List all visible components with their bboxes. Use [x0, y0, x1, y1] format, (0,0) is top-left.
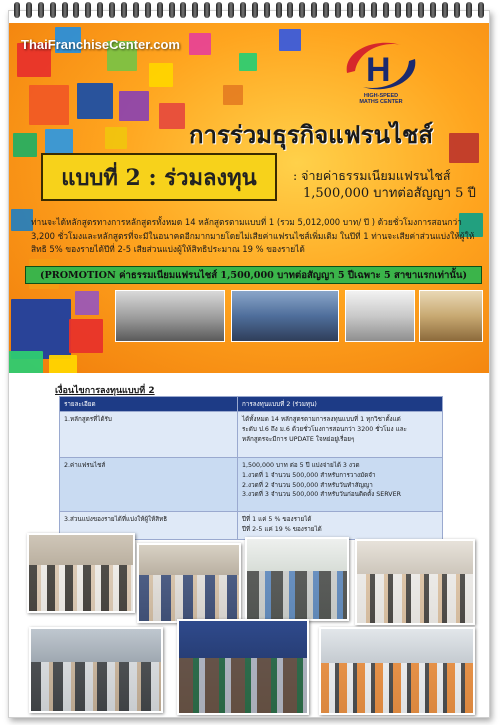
gallery-photo-students	[355, 539, 475, 625]
spiral-ring	[204, 2, 210, 18]
spiral-ring	[287, 2, 293, 18]
fee-line-2: 1,500,000 บาทต่อสัญญา 5 ปี	[303, 186, 476, 202]
conditions-heading: เงื่อนไขการลงทุนแบบที่ 2	[55, 386, 155, 396]
branch-photo-reception	[115, 290, 225, 342]
spiral-ring	[347, 2, 353, 18]
row-detail	[238, 458, 443, 512]
logo-mark-icon	[335, 37, 427, 95]
spiral-ring	[73, 2, 79, 18]
branch-photo-classroom	[419, 290, 483, 342]
spiral-ring	[406, 2, 412, 18]
logo-line-2: MATHS CENTER	[359, 99, 403, 106]
spiral-ring	[442, 2, 448, 18]
class-photo-gallery	[9, 529, 489, 718]
fee-line-1: : จ่ายค่าธรรมเนียมแฟรนไชส์	[293, 168, 451, 183]
spiral-ring	[395, 2, 401, 18]
spiral-ring	[454, 2, 460, 18]
spiral-ring	[85, 2, 91, 18]
spiral-ring	[466, 2, 472, 18]
spiral-ring	[145, 2, 151, 18]
spiral-ring	[228, 2, 234, 18]
watermark-text: ThaiFranchiseCenter.com	[21, 37, 180, 52]
gallery-photo-group	[27, 533, 135, 613]
spiral-ring	[109, 2, 115, 18]
page-title: การร่วมธุรกิจแฟรนไชส์	[189, 120, 433, 149]
spiral-ring	[252, 2, 258, 18]
detail-line: หลักสูตรจะมีการ UPDATE ใจหย่อยู่เรื่อยๆ	[242, 435, 355, 443]
spiral-ring	[50, 2, 56, 18]
flyer-sheet	[8, 10, 490, 718]
detail-line: 3.งวดที่ 3 จำนวน 500,000 สำหรับวันก่อนติดตั้ง SERVER	[242, 491, 401, 499]
spiral-binding	[14, 2, 484, 18]
table-row	[60, 458, 443, 512]
logo-caption	[335, 93, 427, 105]
gallery-photo-classroom-2	[319, 627, 475, 715]
spiral-ring	[240, 2, 246, 18]
gallery-photo-classroom-1	[29, 627, 163, 713]
detail-line: ได้ทั้งหมด 14 หลักสูตรตามการลงทุนแบบที่ 1 ทุกวิชาตั้งแต่	[242, 416, 401, 423]
spiral-ring	[216, 2, 222, 18]
spiral-ring	[26, 2, 32, 18]
branch-photo-entrance	[231, 290, 339, 342]
detail-line: 1,500,000 บาท ต่อ 5 ปี แบ่งจ่ายได้ 3 งวด	[242, 462, 360, 469]
detail-line: 1.งวดที่ 1 จำนวน 500,000 สำหรับการวางมัดจำ	[242, 471, 376, 479]
row-item: 3.ส่วนแบ่งของรายได้ที่แบ่งให้ผู้ให้สิทธิ	[60, 512, 238, 540]
model-banner: แบบที่ 2 : ร่วมลงทุน	[41, 153, 277, 201]
spiral-ring	[359, 2, 365, 18]
spiral-ring	[62, 2, 68, 18]
spiral-ring	[383, 2, 389, 18]
table-row	[60, 412, 443, 458]
spiral-ring	[478, 2, 484, 18]
fee-info	[293, 167, 489, 204]
detail-line: ปีที่ 2-5 แค่ 19 % ของรายได้	[242, 525, 322, 533]
gallery-photo-study	[137, 543, 241, 623]
gallery-photo-seminar	[177, 619, 309, 715]
spiral-ring	[371, 2, 377, 18]
spiral-ring	[418, 2, 424, 18]
spiral-ring	[430, 2, 436, 18]
table-header-row	[60, 397, 443, 412]
spiral-ring	[157, 2, 163, 18]
gallery-photo-computer-lab	[245, 537, 349, 621]
detail-line: ปีที่ 1 แค่ 5 % ของรายได้	[242, 516, 312, 523]
logo-line-1: HIGH-SPEED	[363, 93, 399, 99]
spiral-ring	[264, 2, 270, 18]
high-speed-logo	[335, 37, 445, 107]
spiral-ring	[335, 2, 341, 18]
row-detail	[238, 412, 443, 458]
row-item: 2.ค่าแฟรนไชส์	[60, 458, 238, 512]
branch-photo-lobby	[345, 290, 415, 342]
spiral-ring	[323, 2, 329, 18]
spiral-ring	[311, 2, 317, 18]
spiral-ring	[97, 2, 103, 18]
description-text: ท่านจะได้หลักสูตรทางการหลักสูตรทั้งหมด 14 หลักสูตรตามแบบที่ 1 (รวม 5,012,000 บาท/ ปี ) ด้วยชั่วโมงการสอนกว่า 3,200 ชั่วโมงและหลักสูตรที่จะมีในอนาคตอีกมากมายโดยไม่เสียค่าแฟรนไชส์เพิ่มเติม ในปีที่ 1 ท่านจะเสียค่าส่วนแบ่งให้ผู้ให้สิทธิ 5% ของรายได้ปีที่ 2-5 เสียส่วนแบ่งผู้ให้สิทธิประมาณ 19 % ของรายได้	[31, 217, 475, 255]
detail-line: ระดับ ป.6 ถึง ม.6 ด้วยชั่วโมงการสอนกว่า 3200 ชั่วโมง และ	[242, 425, 407, 433]
spiral-ring	[121, 2, 127, 18]
spiral-ring	[299, 2, 305, 18]
spiral-ring	[180, 2, 186, 18]
spiral-ring	[169, 2, 175, 18]
conditions-table	[59, 396, 443, 540]
column-header-detail: รายละเอียด	[60, 397, 238, 412]
row-item: 1.หลักสูตรที่ได้รับ	[60, 412, 238, 458]
spiral-ring	[133, 2, 139, 18]
branch-photo-strip	[115, 290, 485, 342]
spiral-ring	[38, 2, 44, 18]
detail-line: 2.งวดที่ 2 จำนวน 500,000 สำหรับวันทำสัญญา	[242, 481, 373, 489]
spiral-ring	[192, 2, 198, 18]
column-header-investment: การลงทุนแบบที่ 2 (ร่วมทุน)	[238, 397, 443, 412]
spiral-ring	[276, 2, 282, 18]
spiral-ring	[14, 2, 20, 18]
logo-letter: H	[366, 51, 391, 89]
promotion-banner: (PROMOTION ค่าธรรมเนียมแฟรนไชส์ 1,500,000 บาทต่อสัญญา 5 ปีเฉพาะ 5 สาขาแรกเท่านั้น)	[25, 266, 482, 284]
